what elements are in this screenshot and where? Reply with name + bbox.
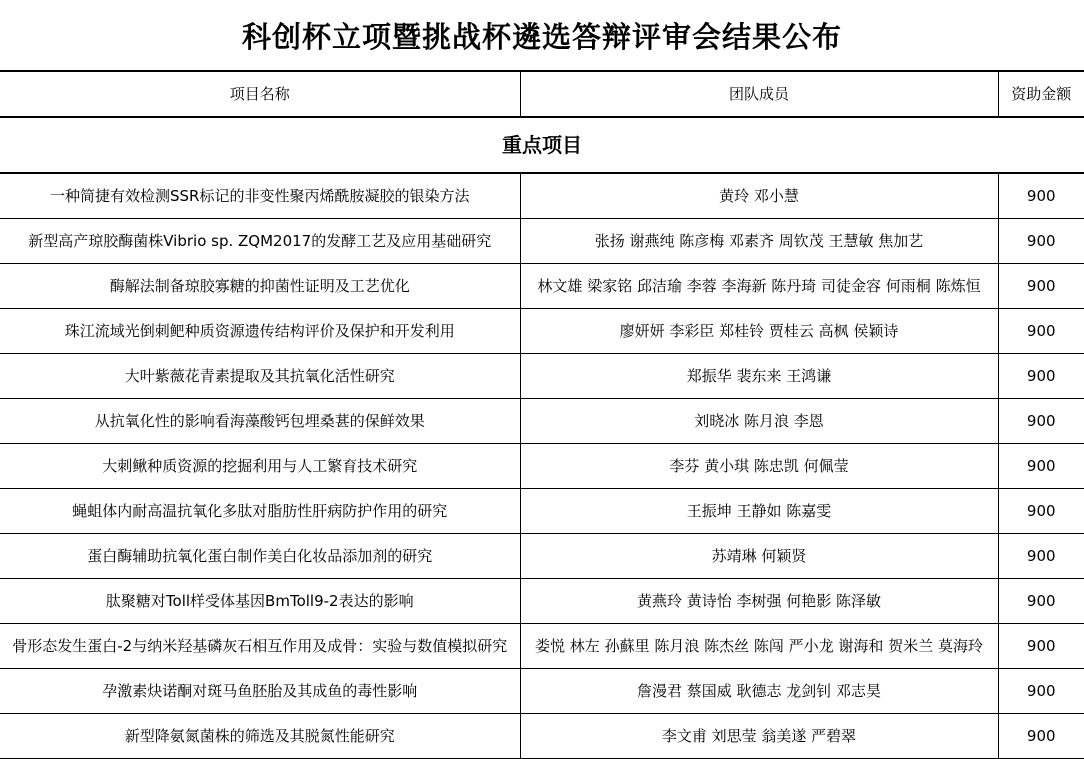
project-name-cell: 酶解法制备琼胶寡糖的抑菌性证明及工艺优化	[0, 264, 520, 309]
funding-amount-cell: 900	[998, 444, 1084, 489]
funding-amount-cell: 900	[998, 219, 1084, 264]
header-project-name: 项目名称	[0, 71, 520, 117]
table-row	[0, 624, 1084, 669]
table-row	[0, 219, 1084, 264]
table-row	[0, 309, 1084, 354]
table-row	[0, 354, 1084, 399]
project-name-cell: 一种简捷有效检测SSR标记的非变性聚丙烯酰胺凝胶的银染方法	[0, 173, 520, 219]
project-name-cell: 大刺鳅种质资源的挖掘利用与人工繁育技术研究	[0, 444, 520, 489]
table-row	[0, 444, 1084, 489]
team-members-cell: 詹漫君 蔡国威 耿德志 龙剑钊 邓志昊	[520, 669, 998, 714]
team-members-cell: 廖妍妍 李彩臣 郑桂铃 贾桂云 高枫 侯颖诗	[520, 309, 998, 354]
project-name-cell: 蛋白酶辅助抗氧化蛋白制作美白化妆品添加剂的研究	[0, 534, 520, 579]
project-name-cell: 骨形态发生蛋白-2与纳米羟基磷灰石相互作用及成骨：实验与数值模拟研究	[0, 624, 520, 669]
page-title: 科创杯立项暨挑战杯遴选答辩评审会结果公布	[241, 19, 842, 54]
header-team-members: 团队成员	[520, 71, 998, 117]
project-name-cell: 新型高产琼胶酶菌株Vibrio sp. ZQM2017的发酵工艺及应用基础研究	[0, 219, 520, 264]
project-name-cell: 肽聚糖对Toll样受体基因BmToll9-2表达的影响	[0, 579, 520, 624]
team-members-cell: 黄玲 邓小慧	[520, 173, 998, 219]
header-funding-amount: 资助金额	[998, 71, 1084, 117]
table-row	[0, 489, 1084, 534]
table-row	[0, 534, 1084, 579]
team-members-cell: 林文雄 梁家铭 邱洁瑜 李蓉 李海新 陈丹琦 司徒金容 何雨桐 陈炼恒	[520, 264, 998, 309]
team-members-cell: 刘晓冰 陈月浪 李恩	[520, 399, 998, 444]
funding-amount-cell: 900	[998, 714, 1084, 759]
team-members-cell: 苏靖琳 何颖贤	[520, 534, 998, 579]
funding-amount-cell: 900	[998, 534, 1084, 579]
team-members-cell: 李芬 黄小琪 陈忠凯 何佩莹	[520, 444, 998, 489]
team-members-cell: 王振坤 王静如 陈嘉雯	[520, 489, 998, 534]
team-members-cell: 李文甫 刘思莹 翁美遂 严碧翠	[520, 714, 998, 759]
funding-amount-cell: 900	[998, 669, 1084, 714]
team-members-cell: 张扬 谢燕纯 陈彦梅 邓素齐 周钦茂 王慧敏 焦加艺	[520, 219, 998, 264]
project-name-cell: 大叶紫薇花青素提取及其抗氧化活性研究	[0, 354, 520, 399]
table-row	[0, 399, 1084, 444]
team-members-cell: 郑振华 裴东来 王鸿谦	[520, 354, 998, 399]
table-row	[0, 173, 1084, 219]
team-members-cell: 娄悦 林左 孙蘇里 陈月浪 陈杰丝 陈闯 严小龙 谢海和 贺米兰 莫海玲	[520, 624, 998, 669]
funding-amount-cell: 900	[998, 489, 1084, 534]
section-row	[0, 117, 1084, 173]
table-row	[0, 669, 1084, 714]
section-title: 重点项目	[0, 117, 1084, 173]
funding-amount-cell: 900	[998, 264, 1084, 309]
project-name-cell: 蝇蛆体内耐高温抗氧化多肽对脂肪性肝病防护作用的研究	[0, 489, 520, 534]
table-row	[0, 579, 1084, 624]
funding-amount-cell: 900	[998, 354, 1084, 399]
project-name-cell: 珠江流域光倒刺鲃种质资源遗传结构评价及保护和开发利用	[0, 309, 520, 354]
project-name-cell: 从抗氧化性的影响看海藻酸钙包埋桑葚的保鲜效果	[0, 399, 520, 444]
funding-amount-cell: 900	[998, 309, 1084, 354]
team-members-cell: 黄燕玲 黄诗怡 李树强 何艳影 陈泽敏	[520, 579, 998, 624]
project-name-cell: 孕激素炔诺酮对斑马鱼胚胎及其成鱼的毒性影响	[0, 669, 520, 714]
project-name-cell: 新型降氨氮菌株的筛选及其脱氮性能研究	[0, 714, 520, 759]
table-row	[0, 714, 1084, 759]
funding-amount-cell: 900	[998, 399, 1084, 444]
funding-amount-cell: 900	[998, 173, 1084, 219]
results-table	[0, 70, 1084, 759]
table-row	[0, 264, 1084, 309]
table-header-row	[0, 71, 1084, 117]
funding-amount-cell: 900	[998, 624, 1084, 669]
funding-amount-cell: 900	[998, 579, 1084, 624]
